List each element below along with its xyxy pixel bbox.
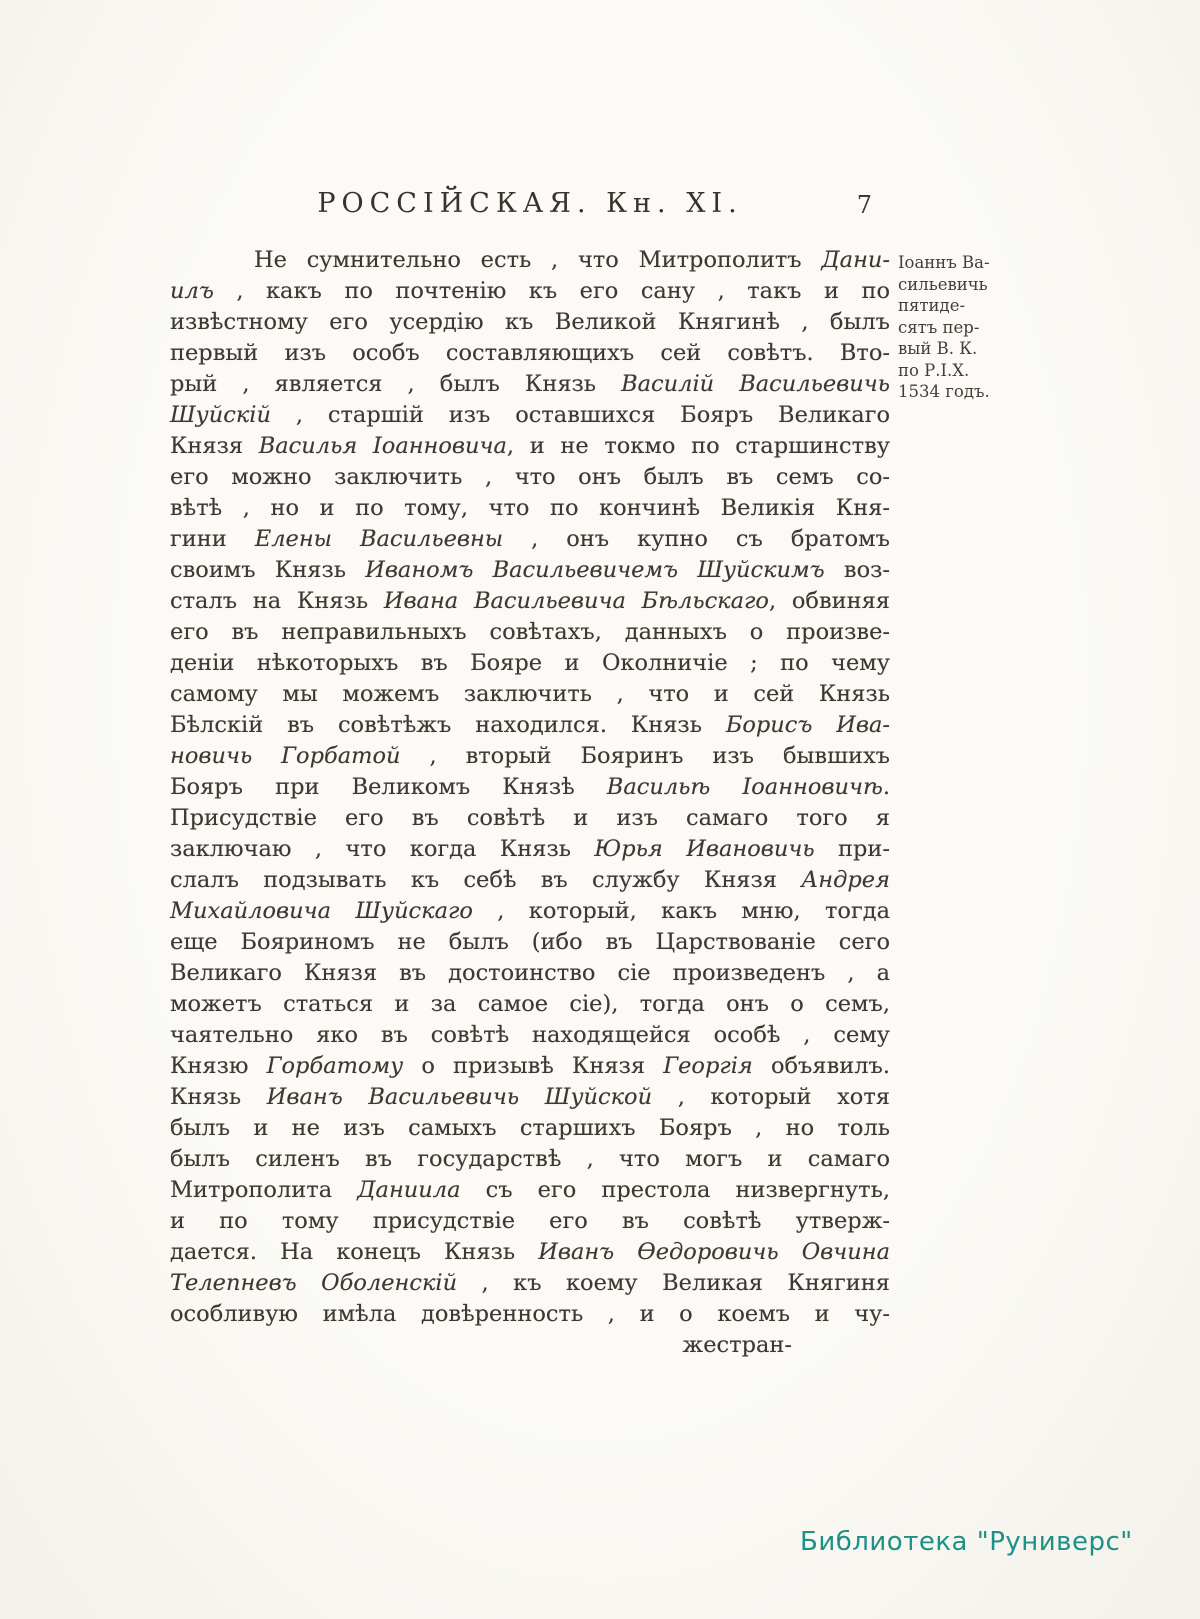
margin-note-line: по Р.І.Х.: [898, 360, 970, 380]
running-title: РОССІЙСКАЯ. Кн. XI.: [317, 188, 743, 219]
text-line: Князя Василья Іоанновича, и не токмо по старшинству: [170, 433, 890, 459]
text-line: еще Бояриномъ не былъ (ибо въ Царствованіе сего: [170, 929, 890, 955]
text-line: его въ неправильныхъ совѣтахъ, данныхъ о произве-: [170, 619, 890, 645]
text-line: первый изъ особъ составляющихъ сей совѣтъ. Вто-: [170, 340, 890, 366]
text-line: рый , является , былъ Князь Василій Васильевичь: [170, 371, 890, 397]
text-line: Великаго Князя въ достоинство сіе произведенъ , а: [170, 960, 890, 986]
text-line: его можно заключить , что онъ былъ въ семъ со-: [170, 464, 890, 490]
text-line: самому мы можемъ заключить , что и сей Князь: [170, 681, 890, 707]
text-line: Михайловича Шуйскаго , который, какъ мню, тогда: [170, 898, 891, 924]
text-line: Митрополита Даниила съ его престола низвергнуть,: [170, 1177, 890, 1203]
text-line: новичь Горбатой , вторый Бояринъ изъ бывшихъ: [170, 743, 890, 769]
text-line: вѣтѣ , но и по тому, что по кончинѣ Великія Кня-: [170, 495, 890, 521]
margin-note: [898, 252, 1018, 403]
text-line: Бояръ при Великомъ Князѣ Васильѣ Іоанновичѣ.: [170, 774, 890, 800]
text-line: Не сумнительно есть , что Митрополитъ Дани-: [254, 247, 890, 273]
margin-note-line: пятиде-: [898, 296, 966, 315]
text-line: своимъ Князь Иваномъ Васильевичемъ Шуйскимъ воз-: [170, 557, 890, 583]
text-line: Бѣлскій въ совѣтѣжъ находился. Князь Борисъ Ива-: [170, 712, 890, 738]
text-line: илъ , какъ по почтенію къ его сану , такъ и по: [170, 278, 890, 304]
text-line: Шуйскій , старшій изъ оставшихся Бояръ Великаго: [170, 402, 890, 428]
text-line: гини Елены Васильевны , онъ купно съ братомъ: [170, 526, 890, 552]
catchword: жестран-: [682, 1332, 792, 1358]
text-line: и по тому присудствіе его въ совѣтѣ утверж-: [170, 1208, 890, 1234]
text-line: особливую имѣла довѣренность , и о коемъ и чу-: [170, 1301, 890, 1327]
text-line: чаятельно яко въ совѣтѣ находящейся особѣ , сему: [170, 1022, 890, 1048]
text-line: извѣстному его усердію къ Великой Княгинѣ , былъ: [170, 309, 890, 335]
text-line: Телепневъ Оболенскій , къ коему Великая Княгиня: [170, 1270, 890, 1296]
text-line: деніи нѣкоторыхъ въ Бояре и Околничіе ; по чему: [170, 650, 890, 676]
margin-note-line: Іоаннъ Ва-: [898, 253, 990, 272]
watermark: Библиотека "Руниверс": [800, 1527, 1133, 1557]
page-number: 7: [856, 191, 872, 219]
margin-note-line: 1534 годъ.: [898, 382, 990, 401]
margin-note-line: вый В. К.: [898, 339, 978, 358]
text-line: Присудствіе его въ совѣтѣ и изъ самаго того я: [170, 805, 890, 831]
text-line: Князю Горбатому о призывѣ Князя Георгія объявилъ.: [170, 1053, 890, 1079]
body-text: [170, 245, 890, 1361]
text-line: былъ и не изъ самыхъ старшихъ Бояръ , но толь: [170, 1115, 890, 1141]
text-line: дается. На конецъ Князь Иванъ Ѳедоровичь Овчина: [170, 1239, 890, 1265]
text-line: Князь Иванъ Васильевичь Шуйской , который хотя: [170, 1084, 890, 1110]
text-line: былъ силенъ въ государствѣ , что могъ и самаго: [170, 1146, 890, 1172]
text-line: слалъ подзывать къ себѣ въ службу Князя Андрея: [170, 867, 890, 893]
margin-note-line: сятъ пер-: [898, 317, 980, 337]
page-header: [170, 188, 890, 228]
margin-note-line: сильевичь: [898, 274, 988, 294]
text-line: можетъ статься и за самое сіе), тогда онъ о семъ,: [170, 991, 890, 1017]
text-line: сталъ на Князь Ивана Васильевича Бѣльскаго, обвиняя: [170, 588, 890, 614]
text-line: заключаю , что когда Князь Юрья Ивановичь при-: [170, 836, 890, 862]
